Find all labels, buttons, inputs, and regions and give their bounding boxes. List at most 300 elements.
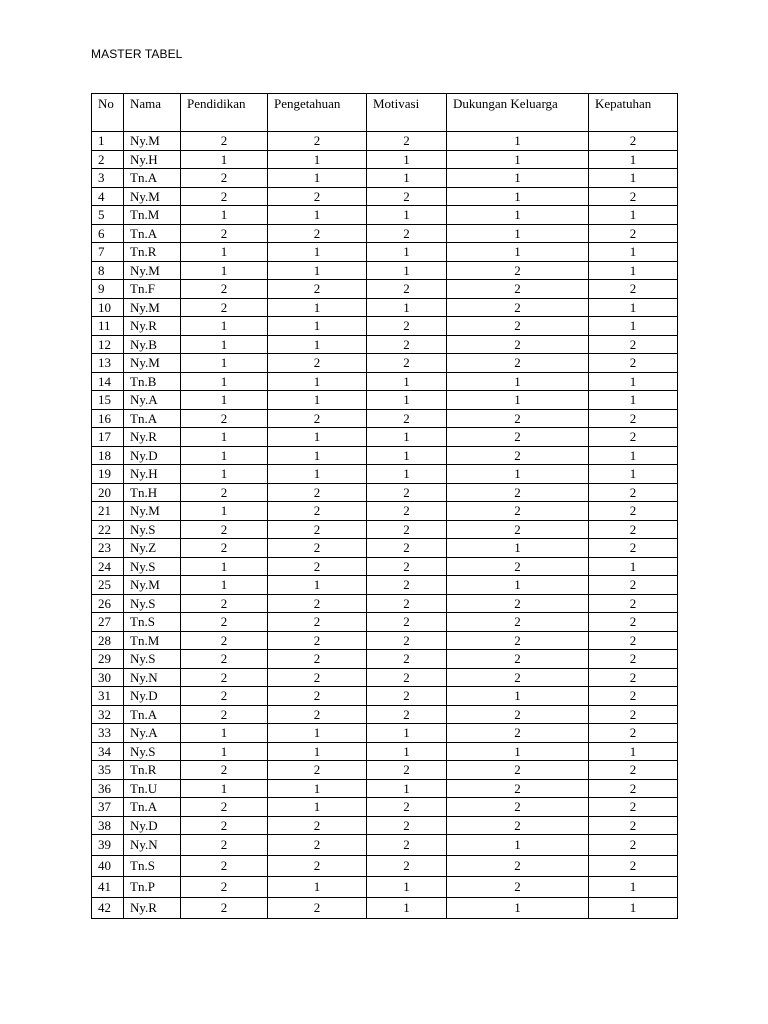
table-row: [92, 446, 678, 465]
cell-pendidikan: 1: [181, 335, 268, 354]
header-dukungan-keluarga: Dukungan Keluarga: [447, 94, 589, 132]
table-row: [92, 391, 678, 410]
cell-pengetahuan: 2: [268, 898, 367, 919]
cell-nama: Tn.A: [124, 798, 181, 817]
table-row: [92, 779, 678, 798]
cell-pengetahuan: 2: [268, 520, 367, 539]
cell-pengetahuan: 1: [268, 465, 367, 484]
table-row: [92, 687, 678, 706]
cell-pendidikan: 2: [181, 594, 268, 613]
cell-pendidikan: 2: [181, 761, 268, 780]
cell-motivasi: 2: [367, 798, 447, 817]
cell-nama: Ny.D: [124, 816, 181, 835]
cell-kepatuhan: 1: [589, 261, 678, 280]
master-table: [91, 93, 678, 919]
cell-dukungan-keluarga: 2: [447, 798, 589, 817]
cell-pengetahuan: 2: [268, 557, 367, 576]
cell-no: 19: [92, 465, 124, 484]
cell-dukungan-keluarga: 1: [447, 224, 589, 243]
table-row: [92, 835, 678, 856]
cell-nama: Ny.M: [124, 502, 181, 521]
cell-motivasi: 2: [367, 835, 447, 856]
cell-pendidikan: 1: [181, 779, 268, 798]
cell-pengetahuan: 2: [268, 761, 367, 780]
cell-motivasi: 1: [367, 206, 447, 225]
cell-kepatuhan: 2: [589, 816, 678, 835]
table-row: [92, 465, 678, 484]
cell-motivasi: 2: [367, 705, 447, 724]
cell-motivasi: 2: [367, 187, 447, 206]
table-row: [92, 761, 678, 780]
cell-dukungan-keluarga: 1: [447, 576, 589, 595]
cell-kepatuhan: 2: [589, 668, 678, 687]
cell-pendidikan: 2: [181, 280, 268, 299]
cell-pengetahuan: 2: [268, 224, 367, 243]
cell-dukungan-keluarga: 2: [447, 650, 589, 669]
cell-dukungan-keluarga: 2: [447, 779, 589, 798]
header-pengetahuan: Pengetahuan: [268, 94, 367, 132]
cell-kepatuhan: 2: [589, 594, 678, 613]
cell-kepatuhan: 2: [589, 187, 678, 206]
cell-pengetahuan: 2: [268, 132, 367, 151]
cell-pendidikan: 1: [181, 446, 268, 465]
cell-motivasi: 2: [367, 557, 447, 576]
cell-kepatuhan: 1: [589, 391, 678, 410]
cell-nama: Ny.S: [124, 594, 181, 613]
table-row: [92, 372, 678, 391]
cell-pengetahuan: 2: [268, 502, 367, 521]
cell-nama: Tn.A: [124, 169, 181, 188]
cell-pendidikan: 2: [181, 687, 268, 706]
table-row: [92, 613, 678, 632]
cell-kepatuhan: 1: [589, 317, 678, 336]
cell-dukungan-keluarga: 2: [447, 594, 589, 613]
cell-pendidikan: 1: [181, 428, 268, 447]
cell-nama: Tn.A: [124, 224, 181, 243]
cell-dukungan-keluarga: 2: [447, 631, 589, 650]
header-kepatuhan: Kepatuhan: [589, 94, 678, 132]
cell-no: 2: [92, 150, 124, 169]
cell-nama: Ny.B: [124, 335, 181, 354]
cell-pendidikan: 1: [181, 243, 268, 262]
cell-pendidikan: 1: [181, 206, 268, 225]
cell-kepatuhan: 1: [589, 742, 678, 761]
cell-pengetahuan: 1: [268, 317, 367, 336]
table-row: [92, 317, 678, 336]
table-row: [92, 539, 678, 558]
cell-nama: Ny.N: [124, 668, 181, 687]
cell-motivasi: 1: [367, 724, 447, 743]
table-row: [92, 557, 678, 576]
table-row: [92, 428, 678, 447]
cell-no: 8: [92, 261, 124, 280]
cell-no: 28: [92, 631, 124, 650]
cell-dukungan-keluarga: 1: [447, 835, 589, 856]
cell-pendidikan: 2: [181, 798, 268, 817]
cell-pengetahuan: 2: [268, 856, 367, 877]
cell-motivasi: 1: [367, 446, 447, 465]
cell-dukungan-keluarga: 1: [447, 169, 589, 188]
cell-pengetahuan: 2: [268, 187, 367, 206]
cell-motivasi: 2: [367, 668, 447, 687]
table-row: [92, 298, 678, 317]
cell-motivasi: 1: [367, 391, 447, 410]
cell-dukungan-keluarga: 1: [447, 243, 589, 262]
cell-no: 4: [92, 187, 124, 206]
cell-motivasi: 1: [367, 169, 447, 188]
cell-nama: Ny.S: [124, 650, 181, 669]
cell-nama: Ny.R: [124, 428, 181, 447]
cell-dukungan-keluarga: 1: [447, 150, 589, 169]
cell-dukungan-keluarga: 1: [447, 687, 589, 706]
cell-motivasi: 2: [367, 761, 447, 780]
table-row: [92, 520, 678, 539]
cell-kepatuhan: 2: [589, 650, 678, 669]
cell-kepatuhan: 2: [589, 613, 678, 632]
cell-nama: Tn.H: [124, 483, 181, 502]
cell-pendidikan: 2: [181, 898, 268, 919]
cell-kepatuhan: 1: [589, 206, 678, 225]
cell-kepatuhan: 2: [589, 280, 678, 299]
cell-motivasi: 2: [367, 539, 447, 558]
cell-nama: Ny.D: [124, 687, 181, 706]
cell-pengetahuan: 2: [268, 631, 367, 650]
cell-kepatuhan: 2: [589, 779, 678, 798]
cell-motivasi: 2: [367, 317, 447, 336]
cell-nama: Ny.M: [124, 187, 181, 206]
cell-kepatuhan: 2: [589, 687, 678, 706]
table-row: [92, 409, 678, 428]
cell-no: 39: [92, 835, 124, 856]
cell-nama: Tn.B: [124, 372, 181, 391]
cell-motivasi: 1: [367, 261, 447, 280]
table-header-row: [92, 94, 678, 132]
cell-pendidikan: 2: [181, 835, 268, 856]
cell-dukungan-keluarga: 1: [447, 372, 589, 391]
table-row: [92, 724, 678, 743]
cell-no: 18: [92, 446, 124, 465]
cell-pengetahuan: 1: [268, 428, 367, 447]
cell-dukungan-keluarga: 2: [447, 877, 589, 898]
cell-nama: Tn.S: [124, 613, 181, 632]
cell-pendidikan: 1: [181, 502, 268, 521]
cell-dukungan-keluarga: 2: [447, 557, 589, 576]
cell-kepatuhan: 2: [589, 132, 678, 151]
cell-pengetahuan: 2: [268, 354, 367, 373]
cell-motivasi: 1: [367, 243, 447, 262]
cell-nama: Tn.R: [124, 243, 181, 262]
cell-pendidikan: 1: [181, 576, 268, 595]
table-row: [92, 742, 678, 761]
cell-no: 35: [92, 761, 124, 780]
table-row: [92, 877, 678, 898]
cell-motivasi: 2: [367, 483, 447, 502]
table-row: [92, 483, 678, 502]
header-motivasi: Motivasi: [367, 94, 447, 132]
cell-pengetahuan: 2: [268, 668, 367, 687]
cell-nama: Tn.U: [124, 779, 181, 798]
cell-kepatuhan: 1: [589, 298, 678, 317]
cell-no: 20: [92, 483, 124, 502]
cell-kepatuhan: 2: [589, 631, 678, 650]
cell-dukungan-keluarga: 1: [447, 132, 589, 151]
cell-no: 32: [92, 705, 124, 724]
document-title: MASTER TABEL: [91, 47, 183, 61]
cell-pendidikan: 2: [181, 631, 268, 650]
table-row: [92, 187, 678, 206]
cell-nama: Tn.S: [124, 856, 181, 877]
cell-no: 9: [92, 280, 124, 299]
cell-motivasi: 2: [367, 520, 447, 539]
cell-dukungan-keluarga: 1: [447, 391, 589, 410]
cell-motivasi: 2: [367, 631, 447, 650]
cell-pendidikan: 1: [181, 372, 268, 391]
cell-dukungan-keluarga: 2: [447, 761, 589, 780]
table-body: [92, 132, 678, 919]
cell-pendidikan: 2: [181, 169, 268, 188]
cell-pendidikan: 1: [181, 261, 268, 280]
cell-nama: Tn.R: [124, 761, 181, 780]
cell-nama: Ny.M: [124, 261, 181, 280]
cell-kepatuhan: 2: [589, 483, 678, 502]
cell-pendidikan: 2: [181, 650, 268, 669]
cell-no: 42: [92, 898, 124, 919]
cell-kepatuhan: 1: [589, 465, 678, 484]
cell-dukungan-keluarga: 1: [447, 465, 589, 484]
cell-pengetahuan: 1: [268, 779, 367, 798]
cell-pengetahuan: 2: [268, 816, 367, 835]
cell-nama: Ny.H: [124, 150, 181, 169]
cell-pengetahuan: 2: [268, 483, 367, 502]
cell-nama: Tn.M: [124, 631, 181, 650]
cell-pendidikan: 1: [181, 742, 268, 761]
cell-dukungan-keluarga: 1: [447, 898, 589, 919]
cell-no: 29: [92, 650, 124, 669]
cell-motivasi: 2: [367, 224, 447, 243]
cell-pendidikan: 2: [181, 483, 268, 502]
cell-pendidikan: 2: [181, 613, 268, 632]
table-row: [92, 206, 678, 225]
cell-kepatuhan: 2: [589, 520, 678, 539]
cell-no: 11: [92, 317, 124, 336]
table-row: [92, 898, 678, 919]
cell-kepatuhan: 2: [589, 224, 678, 243]
cell-dukungan-keluarga: 2: [447, 856, 589, 877]
cell-no: 22: [92, 520, 124, 539]
table-row: [92, 856, 678, 877]
cell-no: 33: [92, 724, 124, 743]
cell-nama: Tn.F: [124, 280, 181, 299]
cell-no: 24: [92, 557, 124, 576]
cell-motivasi: 2: [367, 816, 447, 835]
cell-no: 21: [92, 502, 124, 521]
cell-pengetahuan: 2: [268, 650, 367, 669]
cell-pendidikan: 2: [181, 132, 268, 151]
cell-motivasi: 1: [367, 372, 447, 391]
cell-pengetahuan: 1: [268, 243, 367, 262]
cell-dukungan-keluarga: 1: [447, 206, 589, 225]
cell-dukungan-keluarga: 2: [447, 298, 589, 317]
cell-motivasi: 1: [367, 428, 447, 447]
cell-dukungan-keluarga: 2: [447, 668, 589, 687]
table-row: [92, 169, 678, 188]
cell-dukungan-keluarga: 2: [447, 354, 589, 373]
cell-pendidikan: 1: [181, 557, 268, 576]
cell-dukungan-keluarga: 2: [447, 502, 589, 521]
cell-kepatuhan: 2: [589, 576, 678, 595]
cell-dukungan-keluarga: 2: [447, 520, 589, 539]
cell-no: 17: [92, 428, 124, 447]
cell-kepatuhan: 2: [589, 335, 678, 354]
cell-pengetahuan: 1: [268, 150, 367, 169]
cell-dukungan-keluarga: 2: [447, 483, 589, 502]
cell-dukungan-keluarga: 2: [447, 705, 589, 724]
cell-kepatuhan: 1: [589, 372, 678, 391]
cell-no: 34: [92, 742, 124, 761]
cell-dukungan-keluarga: 2: [447, 280, 589, 299]
cell-no: 1: [92, 132, 124, 151]
cell-no: 7: [92, 243, 124, 262]
cell-pengetahuan: 1: [268, 877, 367, 898]
cell-nama: Ny.M: [124, 132, 181, 151]
cell-pengetahuan: 1: [268, 742, 367, 761]
cell-dukungan-keluarga: 2: [447, 335, 589, 354]
cell-pengetahuan: 1: [268, 446, 367, 465]
cell-kepatuhan: 2: [589, 354, 678, 373]
cell-no: 6: [92, 224, 124, 243]
cell-pengetahuan: 2: [268, 835, 367, 856]
cell-kepatuhan: 2: [589, 428, 678, 447]
cell-no: 23: [92, 539, 124, 558]
cell-kepatuhan: 2: [589, 835, 678, 856]
cell-motivasi: 1: [367, 742, 447, 761]
cell-motivasi: 1: [367, 877, 447, 898]
cell-dukungan-keluarga: 1: [447, 187, 589, 206]
cell-nama: Ny.R: [124, 898, 181, 919]
cell-kepatuhan: 2: [589, 705, 678, 724]
cell-nama: Tn.M: [124, 206, 181, 225]
cell-kepatuhan: 2: [589, 539, 678, 558]
cell-no: 31: [92, 687, 124, 706]
cell-dukungan-keluarga: 1: [447, 742, 589, 761]
cell-no: 41: [92, 877, 124, 898]
cell-kepatuhan: 2: [589, 502, 678, 521]
cell-no: 30: [92, 668, 124, 687]
cell-motivasi: 2: [367, 502, 447, 521]
cell-motivasi: 2: [367, 280, 447, 299]
cell-no: 3: [92, 169, 124, 188]
cell-pendidikan: 2: [181, 224, 268, 243]
cell-nama: Ny.D: [124, 446, 181, 465]
cell-no: 5: [92, 206, 124, 225]
table-row: [92, 576, 678, 595]
cell-nama: Ny.M: [124, 576, 181, 595]
cell-no: 37: [92, 798, 124, 817]
cell-pengetahuan: 1: [268, 261, 367, 280]
cell-dukungan-keluarga: 2: [447, 428, 589, 447]
cell-no: 26: [92, 594, 124, 613]
cell-kepatuhan: 1: [589, 557, 678, 576]
cell-dukungan-keluarga: 2: [447, 261, 589, 280]
table-row: [92, 631, 678, 650]
cell-motivasi: 2: [367, 687, 447, 706]
cell-dukungan-keluarga: 2: [447, 317, 589, 336]
table-row: [92, 594, 678, 613]
cell-motivasi: 2: [367, 409, 447, 428]
cell-motivasi: 2: [367, 613, 447, 632]
table-row: [92, 502, 678, 521]
cell-no: 38: [92, 816, 124, 835]
cell-pendidikan: 2: [181, 877, 268, 898]
table-row: [92, 150, 678, 169]
cell-motivasi: 2: [367, 132, 447, 151]
cell-pengetahuan: 1: [268, 335, 367, 354]
cell-dukungan-keluarga: 2: [447, 446, 589, 465]
cell-pendidikan: 1: [181, 465, 268, 484]
cell-motivasi: 2: [367, 856, 447, 877]
cell-pendidikan: 1: [181, 150, 268, 169]
cell-motivasi: 2: [367, 594, 447, 613]
cell-pengetahuan: 1: [268, 372, 367, 391]
cell-pendidikan: 2: [181, 409, 268, 428]
cell-pengetahuan: 1: [268, 298, 367, 317]
cell-nama: Ny.H: [124, 465, 181, 484]
cell-pengetahuan: 2: [268, 280, 367, 299]
cell-motivasi: 1: [367, 150, 447, 169]
table-row: [92, 132, 678, 151]
cell-no: 12: [92, 335, 124, 354]
cell-pendidikan: 1: [181, 391, 268, 410]
cell-nama: Ny.M: [124, 298, 181, 317]
header-nama: Nama: [124, 94, 181, 132]
cell-motivasi: 1: [367, 465, 447, 484]
cell-kepatuhan: 2: [589, 724, 678, 743]
cell-nama: Tn.A: [124, 409, 181, 428]
cell-motivasi: 2: [367, 576, 447, 595]
cell-kepatuhan: 1: [589, 150, 678, 169]
cell-nama: Ny.A: [124, 724, 181, 743]
table-row: [92, 280, 678, 299]
table-row: [92, 798, 678, 817]
header-no: No: [92, 94, 124, 132]
cell-no: 36: [92, 779, 124, 798]
cell-pendidikan: 2: [181, 856, 268, 877]
cell-pengetahuan: 1: [268, 169, 367, 188]
cell-kepatuhan: 2: [589, 409, 678, 428]
cell-no: 13: [92, 354, 124, 373]
cell-kepatuhan: 2: [589, 798, 678, 817]
cell-pendidikan: 1: [181, 317, 268, 336]
cell-pengetahuan: 1: [268, 798, 367, 817]
cell-no: 25: [92, 576, 124, 595]
cell-pengetahuan: 2: [268, 613, 367, 632]
cell-pengetahuan: 2: [268, 409, 367, 428]
cell-dukungan-keluarga: 2: [447, 409, 589, 428]
cell-nama: Ny.S: [124, 520, 181, 539]
cell-motivasi: 1: [367, 298, 447, 317]
cell-kepatuhan: 1: [589, 243, 678, 262]
cell-nama: Ny.S: [124, 557, 181, 576]
table-row: [92, 243, 678, 262]
cell-pengetahuan: 1: [268, 576, 367, 595]
table-row: [92, 705, 678, 724]
cell-kepatuhan: 1: [589, 446, 678, 465]
cell-nama: Ny.R: [124, 317, 181, 336]
cell-dukungan-keluarga: 2: [447, 724, 589, 743]
table-row: [92, 354, 678, 373]
table-row: [92, 261, 678, 280]
cell-motivasi: 2: [367, 335, 447, 354]
